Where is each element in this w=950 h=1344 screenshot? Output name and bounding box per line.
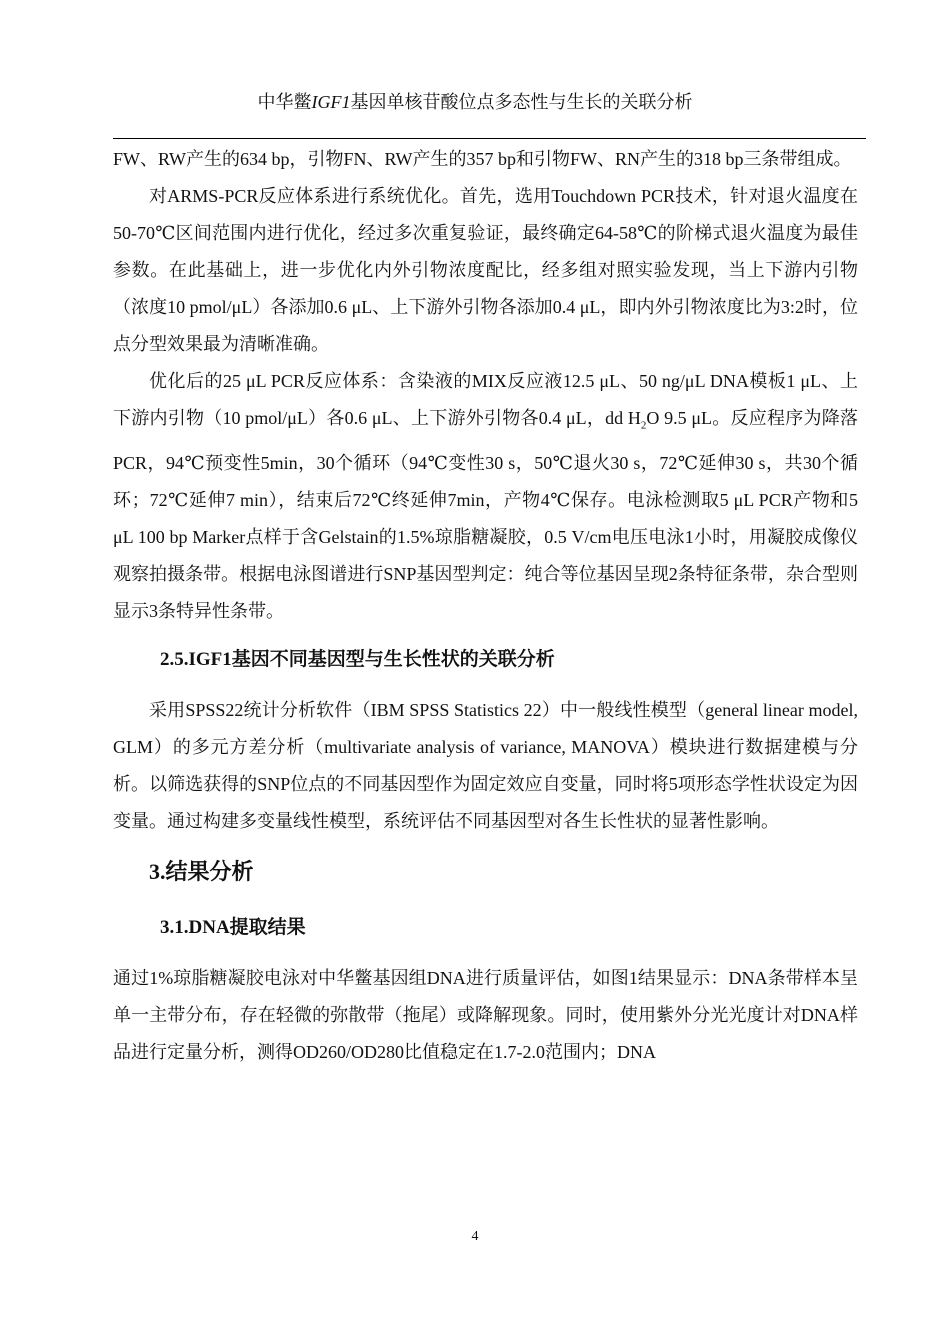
paragraph-bands: FW、RW产生的634 bp，引物FN、RW产生的357 bp和引物FW、RN产生的318 bp三条带组成。 <box>113 149 852 169</box>
heading-3-1: 3.1.DNA提取结果 <box>160 916 306 938</box>
subscript-2: 2 <box>640 419 647 432</box>
header-title-gene: IGF1 <box>311 92 351 112</box>
page-body <box>113 141 858 1071</box>
paragraph-dna-extraction: 通过1%琼脂糖凝胶电泳对中华鳖基因组DNA进行质量评估，如图1结果显示：DNA条带样本呈单一主带分布，存在轻微的弥散带（拖尾）或降解现象。同时，使用紫外分光光度计对DNA样品进行定量分析，测得OD260/OD280比值稳定在1.7-2.0范围内；DNA <box>113 967 858 1062</box>
page-number: 4 <box>471 1229 479 1244</box>
running-header <box>0 90 950 114</box>
heading-3: 3.结果分析 <box>149 858 254 884</box>
paragraph-arms-pcr-optimization: 对ARMS-PCR反应体系进行系统优化。首先，选用Touchdown PCR技术，针对退火温度在50-70℃区间范围内进行优化，经过多次重复验证，最终确定64-58℃的阶梯式退火温度为最佳参数。在此基础上，进一步优化内外引物浓度配比，经多组对照实验发现，当上下游内引物（浓度10 pmol/μL）各添加0.6 μL、上下游外引物各添加0.4 μL，即内外引物浓度比为3:2时，位点分型效果最为清晰准确。 <box>113 186 858 354</box>
pcr-system-text-b: O 9.5 μL。反应程序为降落PCR，94℃预变性5min，30个循环（94℃变性30 s，50℃退火30 s，72℃延伸30 s，共30个循环；72℃延伸7 min），结束后72℃终延伸7min，产物4℃保存。电泳检测取5 μL PCR产物和5 μL 100 bp Marker点样于含Gelstain的1.5%琼脂糖凝胶，0.5 V/cm电压电泳1小时，用凝胶成像仪观察拍摄条带。根据电泳图谱进行SNP基因型判定：纯合等位基因呈现2条特征条带，杂合型则显示3条特异性条带。 <box>113 408 858 621</box>
header-divider <box>113 138 866 139</box>
heading-2-5: 2.5.IGF1基因不同基因型与生长性状的关联分析 <box>160 648 555 670</box>
paragraph-pcr-system <box>113 363 858 630</box>
header-title-suffix: 基因单核苷酸位点多态性与生长的关联分析 <box>350 92 693 112</box>
paragraph-statistics: 采用SPSS22统计分析软件（IBM SPSS Statistics 22）中一般线性模型（general linear model, GLM）的多元方差分析（multivariate analysis of variance, MANOVA）模块进行数据建模与分析。以筛选获得的SNP位点的不同基因型作为固定效应自变量，同时将5项形态学性状设定为因变量。通过构建多变量线性模型，系统评估不同基因型对各生长性状的显著性影响。 <box>113 699 858 831</box>
pcr-system-text-a: 优化后的25 μL PCR反应体系：含染液的MIX反应液12.5 μL、50 ng/μL DNA模板1 μL、上下游内引物（10 pmol/μL）各0.6 μL、上下游外引物各0.4 μL，dd H <box>113 371 858 428</box>
header-title-prefix: 中华鳖 <box>257 92 312 112</box>
